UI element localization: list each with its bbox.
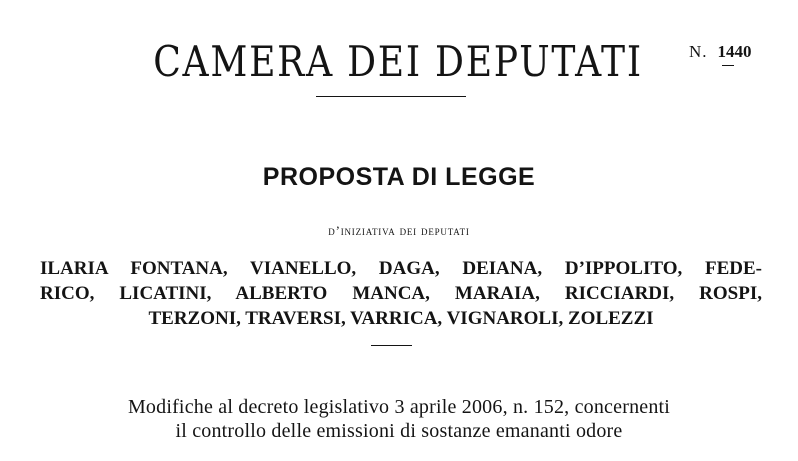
bill-number-dash — [722, 65, 734, 66]
bill-number-prefix: N. — [689, 42, 708, 61]
bill-number — [689, 42, 752, 62]
authors-line: TERZONI, TRAVERSI, VARRICA, VIGNAROLI, ZOLEZZI — [148, 308, 654, 329]
section-divider — [371, 345, 412, 346]
authors-line: RICO, LICATINI, ALBERTO MANCA, MARAIA, RICCIARDI, ROSPI, — [40, 283, 762, 304]
subject-line: Modifiche al decreto legislativo 3 aprile 2006, n. 152, concernenti — [127, 396, 671, 418]
bill-number-value: 1440 — [717, 42, 752, 61]
authors-list — [40, 256, 762, 331]
title-underline — [316, 96, 466, 97]
subject-line: il controllo delle emissioni di sostanze emananti odore — [175, 420, 623, 442]
initiative-caption: d’iniziativa dei deputati — [328, 223, 470, 238]
document-type-heading: PROPOSTA DI LEGGE — [262, 163, 536, 191]
institution-title: CAMERA DEI DEPUTATI — [153, 37, 643, 86]
authors-line: ILARIA FONTANA, VIANELLO, DAGA, DEIANA, D’IPPOLITO, FEDE- — [40, 258, 762, 279]
bill-subject — [0, 395, 798, 443]
